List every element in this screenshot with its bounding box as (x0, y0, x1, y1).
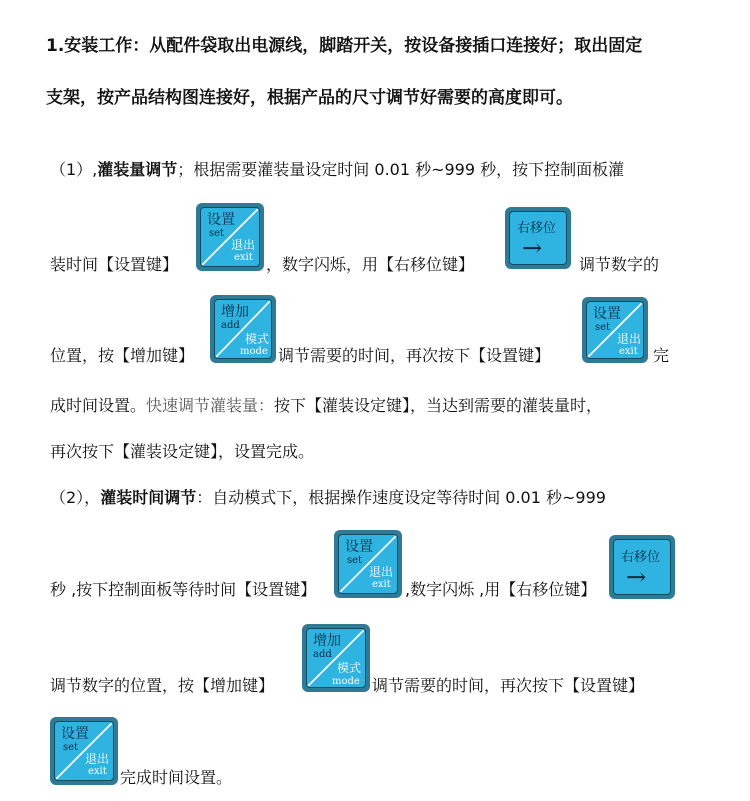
section2-line-2b: ,数字闪烁 ,用【右移位键】 (405, 580, 597, 599)
section1-line-5: 再次按下【灌装设定键】，设置完成。 (50, 442, 315, 461)
section2-line-1-rest: ：自动模式下，根据操作速度设定等待时间 0.01 秒~999 (196, 488, 606, 507)
add-key-icon: 增加 add 模式 mode (210, 295, 276, 363)
section1-number: （1）, (50, 160, 98, 179)
section2-line-3b: 调节需要的时间，再次按下【设置键】 (372, 676, 645, 695)
section1-line-2c: 调节数字的 (579, 255, 660, 274)
section2-line-1 (50, 490, 606, 506)
right-shift-key-icon: 右移位 → (609, 535, 675, 599)
intro-line-1: 1.安装工作：从配件袋取出电源线，脚踏开关，按设备接插口连接好；取出固定 (46, 36, 643, 56)
section1-line-3c: 完 (653, 346, 670, 365)
section1-line-2a: 装时间【设置键】 (50, 255, 179, 274)
section2-number: （2）， (50, 488, 101, 507)
section2-title: 灌装时间调节 (100, 488, 197, 507)
set-key-icon: 设置 set 退出 exit (582, 297, 648, 363)
section2-line-2a: 秒 ,按下控制面板等待时间【设置键】 (50, 580, 317, 599)
section1-line-2b: ，数字闪烁，用【右移位键】 (266, 255, 475, 274)
section1-line-4a: 成时间设置。 (50, 396, 147, 415)
intro-line-2: 支架，按产品结构图连接好，根据产品的尺寸调节好需要的高度即可。 (46, 88, 573, 108)
quick-adjust-label: 快速调节灌装量： (146, 396, 275, 415)
section1-line-1 (50, 162, 624, 178)
section1-line-3a: 位置，按【增加键】 (50, 346, 195, 365)
section1-line-3b: 调节需要的时间，再次按下【设置键】 (278, 346, 551, 365)
set-key-icon: 设置 set 退出 exit (50, 717, 118, 785)
section2-line-4: 完成时间设置。 (120, 768, 233, 787)
right-shift-key-icon: 右移位 → (505, 207, 571, 269)
section1-line-4 (50, 398, 602, 414)
section2-line-3a: 调节数字的位置，按【增加键】 (50, 676, 275, 695)
set-key-icon: 设置 set 退出 exit (196, 203, 264, 271)
set-key-icon: 设置 set 退出 exit (334, 530, 402, 598)
section1-line-4b: 按下【灌装设定键】，当达到需要的灌装量时， (274, 396, 603, 415)
add-key-icon: 增加 add 模式 mode (302, 624, 370, 692)
section1-title: 灌装量调节 (97, 160, 178, 179)
section1-line-1-rest: ；根据需要灌装量设定时间 0.01 秒~999 秒，按下控制面板灌 (177, 160, 625, 179)
